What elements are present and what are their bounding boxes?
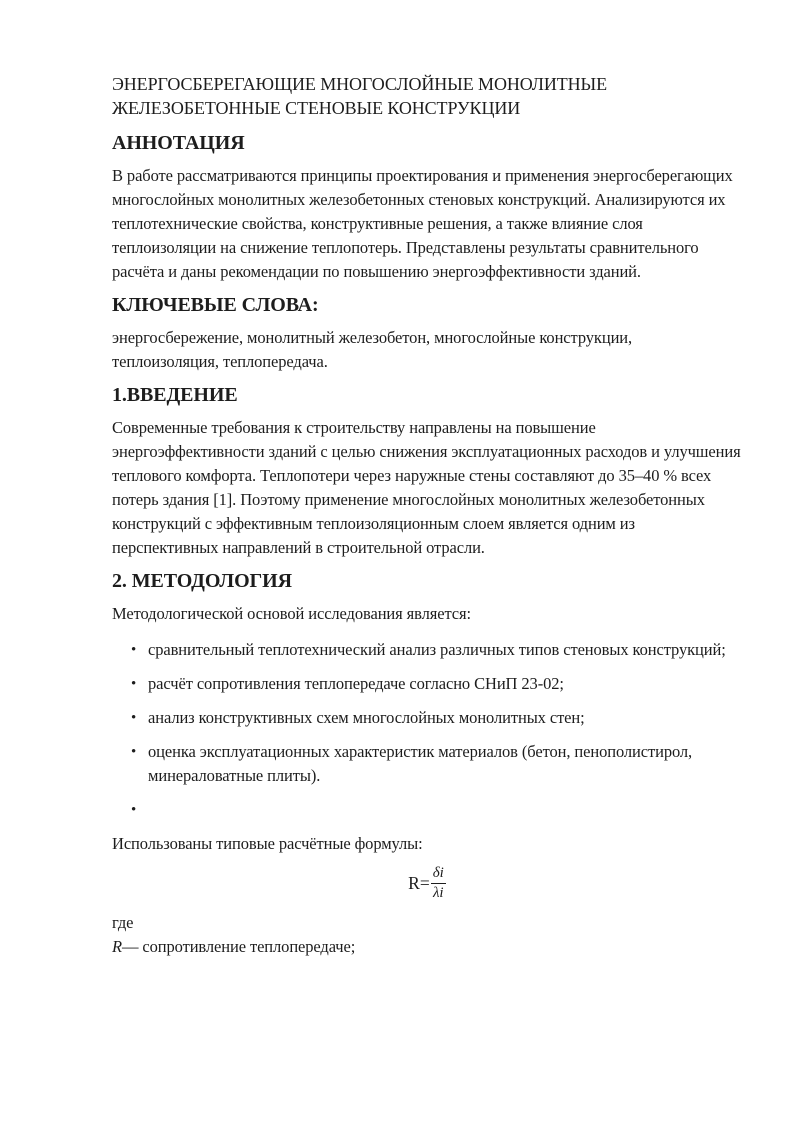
symbol-r: R (112, 936, 122, 956)
list-item: • оценка эксплуатационных характеристик материалов (бетон, пенополистирол, минераловатные плиты). (148, 740, 733, 788)
formula-fraction (431, 864, 446, 903)
abstract-text: В работе рассматриваются принципы проектирования и применения энергосберегающих многослойных монолитных железобетонных стеновых конструкций. Анализируются их теплотехнические свойства, конструктивные решения, а также влияние слоя теплоизоляции на снижение теплопотерь. Представлены результаты сравнительного расчёта и даны рекомендации по повышению энергоэффективности зданий. (112, 166, 733, 281)
methodology-lead: Методологической основой исследования является: (112, 604, 471, 623)
list-item: • анализ конструктивных схем многослойных монолитных стен; (148, 706, 733, 730)
introduction-text: Современные требования к строительству направлены на повышение энергоэффективности зданий с целью снижения эксплуатационных расходов и улучшения теплового комфорта. Теплопотери через наружные стены составляют до 35–40 % всех потерь здания [1]. Поэтому применение многослойных монолитных железобетонных конструкций с эффективным теплоизоляционным слоем является одним из перспективных направлений в строительной отрасли. (112, 418, 741, 557)
where-label: где (112, 912, 134, 932)
methodology-heading: 2. МЕТОДОЛОГИЯ (112, 570, 292, 592)
symbol-r-definition: — сопротивление теплопередаче; (121, 936, 356, 956)
fraction-numerator: δi (432, 865, 444, 881)
document-title (112, 72, 712, 120)
list-item: • сравнительный теплотехнический анализ различных типов стеновых конструкций; (148, 638, 733, 662)
symbol-definitions (112, 911, 742, 959)
formula-intro: Использованы типовые расчётные формулы: (112, 834, 423, 853)
introduction-heading: 1.ВВЕДЕНИЕ (112, 384, 238, 406)
keywords-text: энергосбережение, монолитный железобетон, многослойные конструкции, теплоизоляция, теплопередача. (112, 328, 633, 371)
abstract-heading: АННОТАЦИЯ (112, 132, 245, 154)
formula (112, 864, 742, 903)
symbol-definition (112, 935, 742, 959)
document-title-line-1: ЭНЕРГОСБЕРЕГАЮЩИЕ МНОГОСЛОЙНЫЕ МОНОЛИТНЫЕ (112, 74, 608, 94)
document-title-line-2: ЖЕЛЕЗОБЕТОННЫЕ СТЕНОВЫЕ КОНСТРУКЦИИ (112, 98, 521, 118)
list-item: • расчёт сопротивления теплопередаче согласно СНиП 23-02; (148, 672, 733, 696)
fraction-denominator: λi (432, 884, 444, 901)
list-item-empty (148, 798, 733, 822)
methodology-bullet-list (112, 638, 742, 822)
formula-lhs: R= (408, 872, 430, 893)
keywords-heading: КЛЮЧЕВЫЕ СЛОВА: (112, 294, 319, 316)
